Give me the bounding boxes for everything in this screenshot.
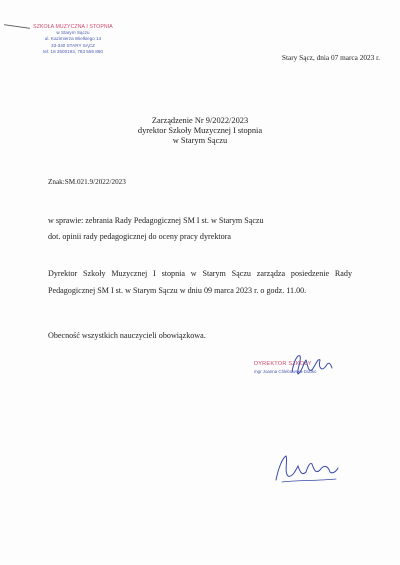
subject bbox=[48, 213, 358, 245]
signature-initials bbox=[288, 350, 338, 380]
subject-line: w sprawie: zebrania Rady Pedagogicznej SM I st. w Starym Sączu bbox=[48, 216, 264, 225]
school-stamp bbox=[18, 24, 128, 55]
stamp-line: 33-340 STARY SĄCZ bbox=[51, 42, 95, 48]
stamp-line: SZKOŁA MUZYCZNA I STOPNIA bbox=[33, 24, 113, 30]
subject-line: dot. opinii rady pedagogicznej do oceny pracy dyrektora bbox=[48, 232, 231, 241]
title-line: Zarządzenie Nr 9/2022/2023 bbox=[151, 116, 249, 125]
signature bbox=[272, 452, 342, 484]
document-date: Stary Sącz, dnia 07 marca 2023 r. bbox=[281, 53, 380, 62]
document-title bbox=[0, 116, 400, 146]
director-stamp-name: mgr Joanna Chlebowska-Dudko bbox=[254, 369, 317, 374]
reference-number: Znak:SM.021.9/2022/2023 bbox=[48, 178, 126, 186]
closing-statement: Obecność wszystkich nauczycieli obowiązkowa. bbox=[48, 331, 206, 340]
title-line: dyrektor Szkoły Muzycznej I stopnia bbox=[137, 126, 263, 135]
stamp-line: ul. Kazimierza Wielkiego 14 bbox=[44, 36, 102, 42]
stamp-line: tel. 18 3500193, 783 559 860 bbox=[43, 48, 103, 54]
stamp-line: w Starym Sączu bbox=[56, 30, 90, 36]
body-paragraph: Dyrektor Szkoły Muzycznej I stopnia w Starym Sączu zarządza posiedzenie Rady Pedagogicznej SM I st. w Starym Sączu w dniu 09 marca 2023 r. o godz. 11.00. bbox=[48, 269, 352, 295]
title-line: w Starym Sączu bbox=[172, 136, 228, 145]
director-stamp-title: DYREKTOR SZKOŁY bbox=[254, 361, 312, 367]
